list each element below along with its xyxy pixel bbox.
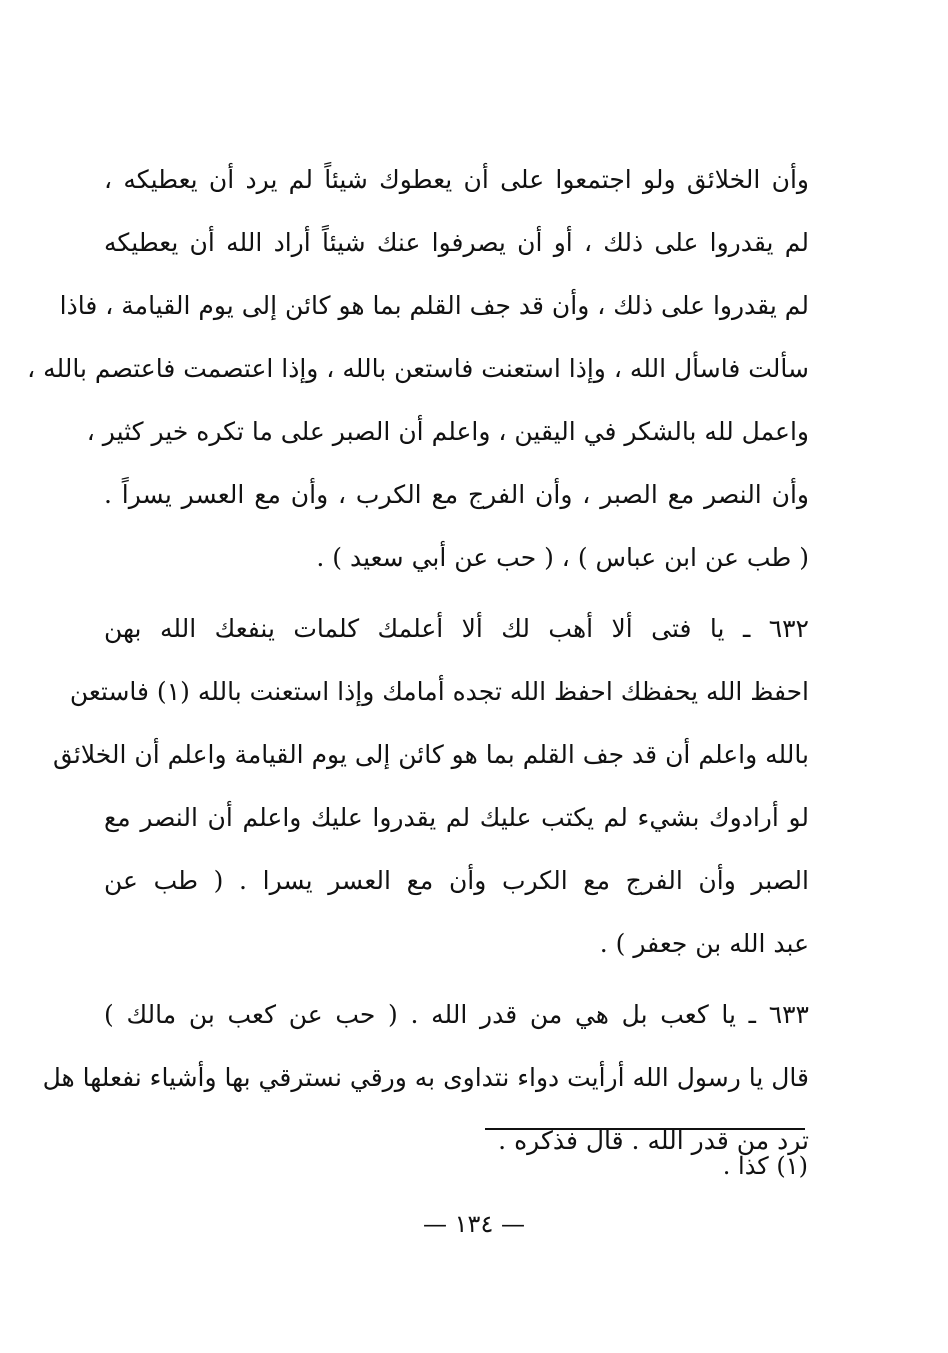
text-line: واعمل لله بالشكر في اليقين ، واعلم أن الصبر على ما تكره خير كثير ، [86,417,809,446]
footnote: (١) كذا . [722,1152,808,1180]
text-line: لو أرادوك بشيء لم يكتب عليك لم يقدروا عليك واعلم أن النصر مع [104,803,809,832]
text-line: سألت فاسأل الله ، وإذا استعنت فاستعن بالله ، وإذا اعتصمت فاعتصم بالله ، [27,354,809,383]
text-line: بالله واعلم أن قد جف القلم بما هو كائن إلى يوم القيامة واعلم أن الخلائق [53,740,809,769]
main-text [27,148,809,1172]
text-line: الصبر وأن الفرج مع الكرب وأن مع العسر يسرا . ( طب عن [104,866,809,895]
text-line: احفظ الله يحفظك احفظ الله تجده أمامك وإذا استعنت بالله (١) فاستعن [69,677,809,706]
footnote-divider [485,1128,805,1130]
text-line: وأن الخلائق ولو اجتمعوا على أن يعطوك شيئاً لم يرد أن يعطيكه ، [104,165,809,194]
text-line: ترد من قدر الله . قال فذكره . [498,1126,809,1155]
text-line: ( طب عن ابن عباس ) ، ( حب عن أبي سعيد ) . [316,543,809,572]
text-line: وأن النصر مع الصبر ، وأن الفرج مع الكرب ، وأن مع العسر يسراً . [104,480,809,509]
text-line: عبد الله بن جعفر ) . [599,929,809,958]
text-line: لم يقدروا على ذلك ، وأن قد جف القلم بما هو كائن إلى يوم القيامة ، فاذا [59,291,809,320]
text-line: ٦٣٢ ـ يا فتى ألا أهب لك ألا أعلمك كلمات ينفعك الله بهن [104,614,809,643]
paragraph-hadith-632 [53,597,809,975]
text-line: لم يقدروا على ذلك ، أو أن يصرفوا عنك شيئاً أراد الله أن يعطيكه [104,228,809,257]
page-number: — ١٣٤ — [423,1210,525,1238]
text-line: قال يا رسول الله أرأيت دواء نتداوى به ورقي نسترقي بها وأشياء نفعلها هل [42,1063,809,1092]
paragraph-hadith-633 [42,983,809,1172]
text-line: ٦٣٣ ـ يا كعب بل هي من قدر الله . ( حب عن كعب بن مالك ) [104,1000,809,1029]
paragraph-hadith-continuation [27,148,809,589]
